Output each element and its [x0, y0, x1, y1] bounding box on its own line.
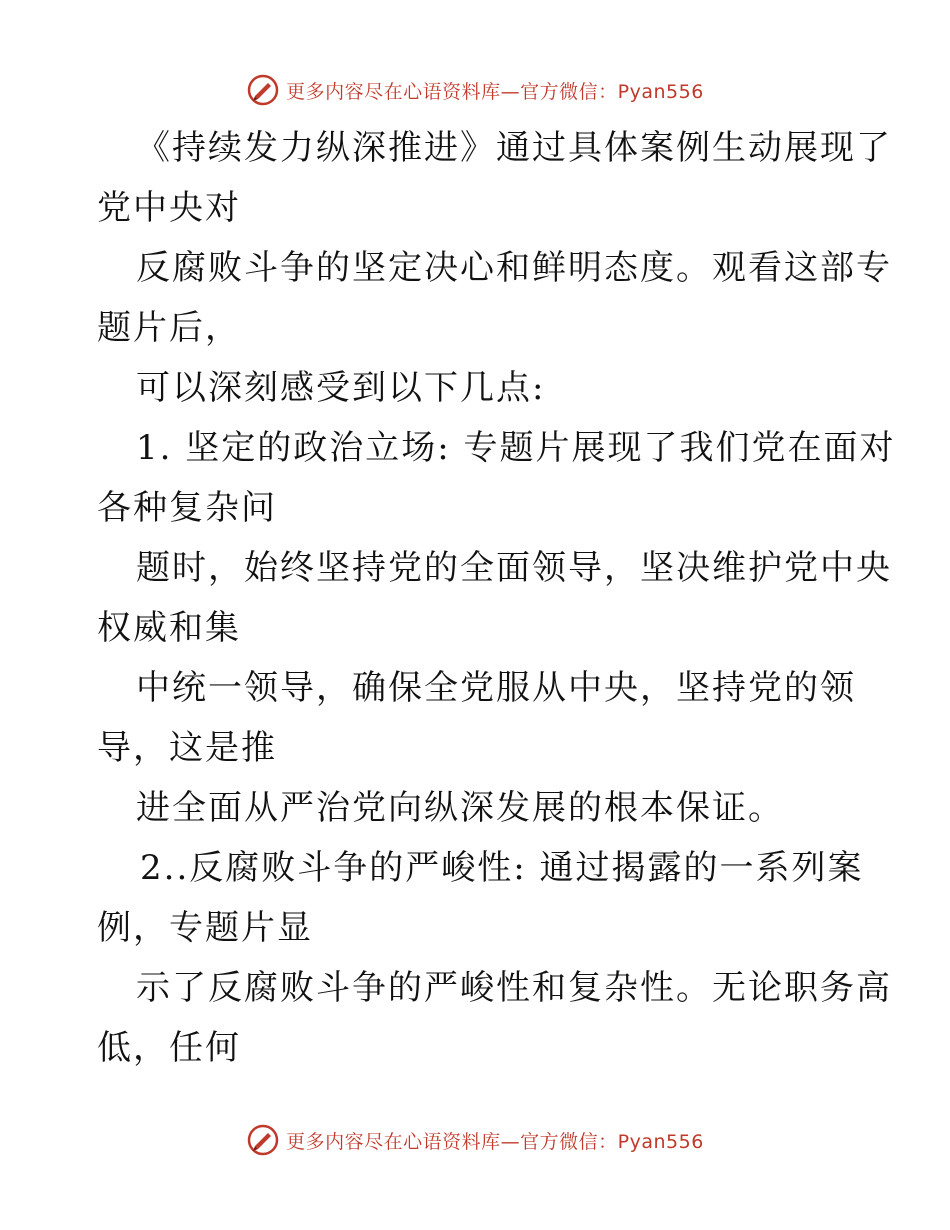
paragraph-line: 权威和集: [97, 608, 241, 648]
paragraph-line: 2..反腐败斗争的严峻性: 通过揭露的一系列案: [140, 848, 864, 888]
footer-watermark: [0, 1120, 950, 1160]
pen-logo-icon: [246, 73, 280, 107]
pen-logo-icon: [246, 1123, 280, 1157]
paragraph-line: 各种复杂问: [97, 488, 277, 528]
watermark-text: 更多内容尽在心语资料库—官方微信：Pyan556: [286, 1130, 704, 1153]
paragraph-line: 《持续发力纵深推进》通过具体案例生动展现了: [136, 128, 892, 168]
paragraph-line: 可以深刻感受到以下几点:: [136, 368, 546, 408]
paragraph-line: 中统一领导，确保全党服从中央，坚持党的领: [136, 668, 856, 708]
paragraph-line: 导，这是推: [97, 728, 277, 768]
paragraph-line: 1. 坚定的政治立场: 专题片展现了我们党在面对: [136, 428, 896, 468]
paragraph-line: 反腐败斗争的坚定决心和鲜明态度。观看这部专: [136, 248, 892, 288]
paragraph-line: 题时，始终坚持党的全面领导，坚决维护党中央: [136, 548, 892, 588]
paragraph-line: 示了反腐败斗争的严峻性和复杂性。无论职务高: [136, 968, 892, 1008]
document-body: [0, 118, 950, 1078]
header-watermark: [0, 70, 950, 110]
paragraph-line: 题片后，: [97, 308, 241, 348]
paragraph-line: 低，任何: [97, 1028, 241, 1068]
paragraph-line: 进全面从严治党向纵深发展的根本保证。: [136, 788, 784, 828]
watermark-text: 更多内容尽在心语资料库—官方微信：Pyan556: [286, 80, 704, 103]
paragraph-line: 例，专题片显: [97, 908, 313, 948]
paragraph-line: 党中央对: [97, 188, 241, 228]
